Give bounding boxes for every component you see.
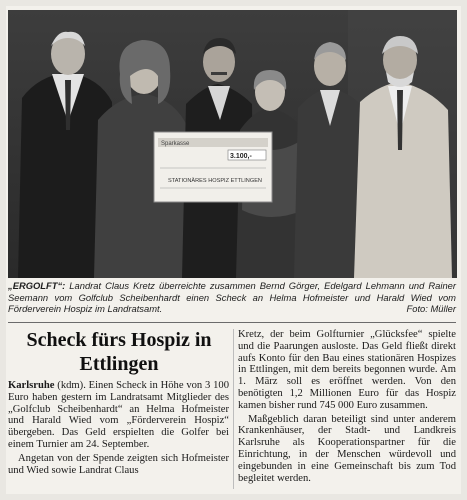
photo-credit: Foto: Müller	[403, 303, 457, 315]
paragraph-1	[8, 380, 229, 451]
article-column-left	[8, 380, 229, 478]
paragraph-3: Kretz, der beim Golfturnier „Glücksfee“ spielte und die Paarungen ausloste. Das Geld fließt direkt aufs Konto für den Bau eines stationären Hospizes in Ettlingen, mit dem bereits begonnen wurde. Am 1. März soll es eröffnet werden. Von den benötigten 1,2 Millionen Euro für das Hospiz kamen bisher rund 745 000 Euro zusammen.	[238, 329, 456, 411]
section-divider	[8, 322, 456, 323]
paragraph-2: Angetan von der Spende zeigten sich Hofmeister und Wied sowie Landrat Claus	[8, 452, 229, 476]
column-divider	[233, 329, 234, 489]
paragraph-4: Maßgeblich daran beteiligt sind unter anderem Krankenhäuser, der Stadt- und Landkreis Karlsruhe als Kooperationspartner für die Einrichtung, in der Menschen würdevoll und eingebunden in eine Gemeinschaft bis zum Tod begleitet werden.	[238, 413, 456, 484]
dateline: Karlsruhe	[8, 380, 55, 391]
photo-caption	[8, 280, 456, 315]
paragraph-1-text: (kdm). Einen Scheck in Höhe von 3 100 Euro haben gestern im Landratsamt Mitglieder des „Golfclub Scheibenhardt“ an Helma Hofmeister und Harald Wied vom „Förderverein Hospiz“ übergeben. Das Geld erspielten die Golfer bei einem Turnier am 24. September.	[8, 380, 229, 450]
check-card	[154, 132, 272, 202]
check-bank-line: Sparkasse	[161, 141, 190, 147]
article-column-right	[238, 329, 456, 486]
caption-text: Landrat Claus Kretz überreichte zusammen Bernd Görger, Edelgard Lehmann und Rainer Seemann vom Golfclub Scheibenhardt einen Scheck an Helma Hofmeister und Harald Wied vom Förderverein Hospiz im Landratsamt.	[8, 280, 456, 315]
check-amount: 3.100,-	[230, 153, 252, 160]
check-payee: STATIONÄRES HOSPIZ ETTLINGEN	[168, 178, 262, 184]
caption-lead: „ERGOLFT“:	[8, 280, 66, 291]
group-photo	[8, 10, 457, 278]
photo-illustration	[8, 10, 457, 278]
article-headline: Scheck fürs Hospiz in Ettlingen	[26, 329, 212, 375]
